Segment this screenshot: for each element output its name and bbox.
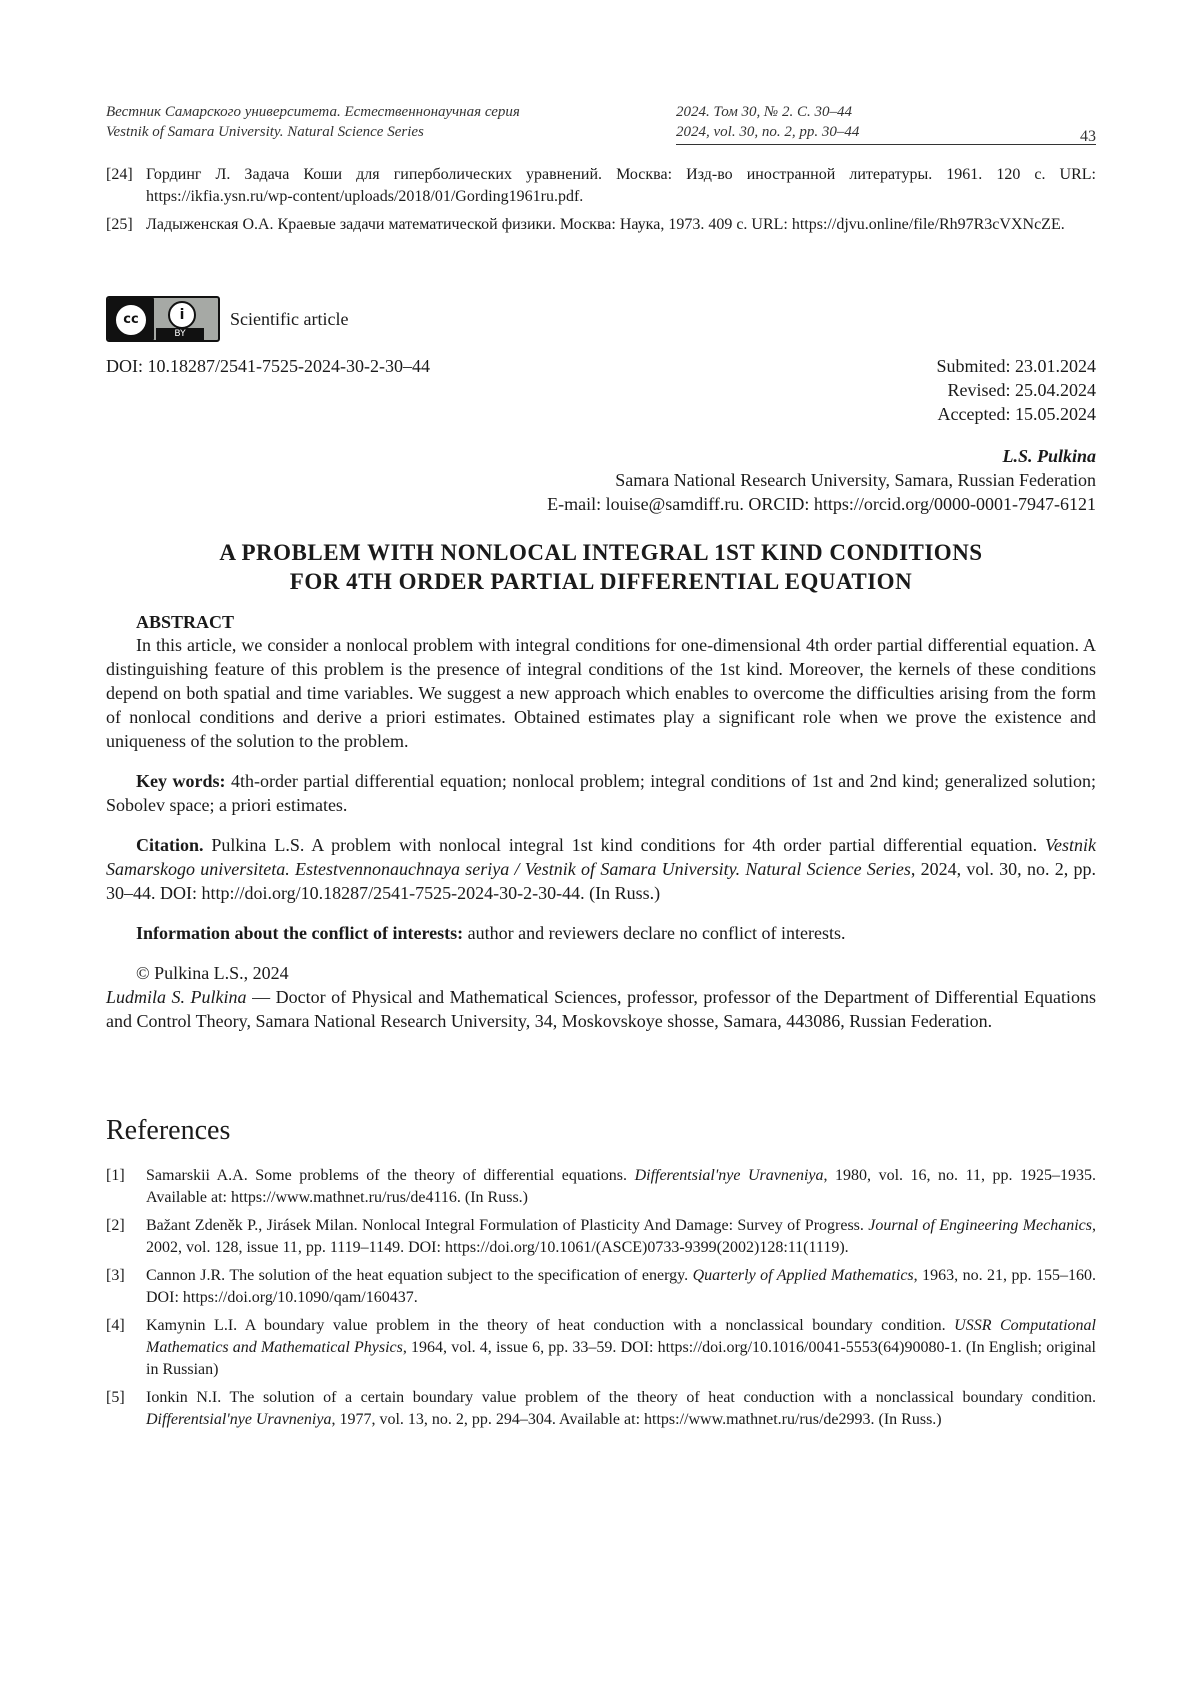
reference-item (106, 1265, 1096, 1309)
citation-text: Pulkina L.S. A problem with nonlocal integral 1st kind conditions for 4th order partial differential equation. (211, 835, 1038, 855)
page-number: 43 (1080, 128, 1096, 145)
keywords-label: Key words: (136, 771, 226, 791)
continued-references (106, 164, 1096, 236)
citation-journal: Vestnik Samarskogo universiteta. Estestvennonauchnaya seriya / Vestnik of Samara University. Natural Science Series (106, 835, 1097, 879)
title-line: A PROBLEM WITH NONLOCAL INTEGRAL 1ST KIND CONDITIONS (219, 540, 983, 565)
revised-date: Revised: 25.04.2024 (947, 380, 1096, 400)
keywords-text: 4th-order partial differential equation; nonlocal problem; integral conditions of 1st and 2nd kind; generalized solution; Sobolev space; a priori estimates. (106, 771, 1096, 815)
citation (106, 833, 1096, 905)
reference-text: Ладыженская О.А. Краевые задачи математической физики. Москва: Наука, 1973. 409 с. URL: https://djvu.online/file/Rh97R3cVXNcZE. (146, 216, 1065, 233)
reference-item (106, 164, 1096, 208)
running-header (106, 100, 1096, 150)
copyright: © Pulkina L.S., 2024 (136, 963, 289, 983)
reference-number: [24] (106, 166, 133, 183)
author-name: L.S. Pulkina (1002, 446, 1096, 466)
issue-info-en: 2024, vol. 30, no. 2, pp. 30–44 (676, 124, 860, 140)
cc-by-license-icon[interactable] (106, 296, 220, 342)
reference-number: [3] (106, 1267, 125, 1284)
journal-title-ru: Вестник Самарского университета. Естественнонаучная серия (106, 104, 520, 120)
reference-number: [5] (106, 1389, 125, 1406)
attribution-icon: i (168, 301, 196, 329)
bio-text: — Doctor of Physical and Mathematical Sciences, professor, professor of the Department of Differential Equations and Control Theory, Samara National Research University, 34, Moskovskoye shosse, Samara, 443086, Russian Federation. (106, 987, 1097, 1031)
author-affiliation: Samara National Research University, Samara, Russian Federation (615, 470, 1096, 490)
author-contact: E-mail: louise@samdiff.ru. ORCID: https://orcid.org/0000-0001-7947-6121 (547, 494, 1096, 514)
by-label: BY (156, 328, 204, 340)
abstract-text: In this article, we consider a nonlocal problem with integral conditions for one-dimensional 4th order partial differential equation. A distinguishing feature of this problem is the presence of integral conditions of the 1st kind. Moreover, the kernels of these conditions depend on both spatial and time variables. We suggest a new approach which enables to overcome the difficulties arising from the form of nonlocal conditions and derive a priori estimates. Obtained estimates play a significant role when we prove the existence and uniqueness of the solution to the problem. (106, 635, 1096, 751)
references-list (106, 1165, 1096, 1431)
title-line: FOR 4TH ORDER PARTIAL DIFFERENTIAL EQUATION (289, 569, 913, 594)
reference-item (106, 1387, 1096, 1431)
reference-number: [1] (106, 1167, 125, 1184)
reference-number: [4] (106, 1317, 125, 1334)
cc-icon: cc (114, 303, 148, 337)
issue-info-ru: 2024. Том 30, № 2. С. 30–44 (676, 104, 852, 120)
bio-name: Ludmila S. Pulkina (106, 987, 247, 1007)
reference-text: Bažant Zdeněk P., Jirásek Milan. Nonlocal Integral Formulation of Plasticity And Damage: Survey of Progress. Journal of Engineering Mechanics, 2002, vol. 128, issue 11, pp. 1119–1149. DOI: https://doi.org/10.1061/(ASCE)0733-9399(2002)128:11(1119). (146, 1217, 1097, 1256)
author-bio (106, 985, 1096, 1033)
reference-text: Ionkin N.I. The solution of a certain boundary value problem of the theory of heat conduction with a nonclassical boundary condition. Differentsial'nye Uravneniya, 1977, vol. 13, no. 2, pp. 294–304. Available at: https://www.mathnet.ru/rus/de2993. (In Russ.) (146, 1389, 1096, 1428)
reference-item (106, 1165, 1096, 1209)
article-title (106, 538, 1096, 596)
paper-page (106, 100, 1096, 1437)
references-heading: References (106, 1115, 231, 1146)
reference-item (106, 1215, 1096, 1259)
reference-item (106, 1315, 1096, 1381)
reference-text: Kamynin L.I. A boundary value problem in the theory of heat conduction with a nonclassical boundary condition. USSR Computational Mathematics and Mathematical Physics, 1964, vol. 4, issue 6, pp. 33–59. DOI: https://doi.org/10.1016/0041-5553(64)90080-1. (In English; original in Russian) (146, 1317, 1097, 1378)
license-row (106, 296, 1096, 342)
conflict-of-interests (106, 921, 1096, 945)
reference-item (106, 214, 1096, 236)
conflict-text: author and reviewers declare no conflict of interests. (467, 923, 846, 943)
journal-title-en: Vestnik of Samara University. Natural Science Series (106, 124, 424, 140)
reference-number: [25] (106, 216, 133, 233)
citation-details: , 2024, vol. 30, no. 2, pp. 30–44. DOI: http://doi.org/10.18287/2541-7525-2024-30-2-30-44. (In Russ.) (106, 859, 1096, 903)
reference-text: Cannon J.R. The solution of the heat equation subject to the specification of energy. Quarterly of Applied Mathematics, 1963, no. 21, pp. 155–160. DOI: https://doi.org/10.1090/qam/160437. (146, 1267, 1096, 1306)
citation-label: Citation. (136, 835, 204, 855)
accepted-date: Accepted: 15.05.2024 (937, 404, 1096, 424)
reference-text: Samarskii A.A. Some problems of the theory of differential equations. Differentsial'nye Uravneniya, 1980, vol. 16, no. 11, pp. 1925–1935. Available at: https://www.mathnet.ru/rus/de4116. (In Russ.) (146, 1167, 1096, 1206)
abstract-heading: ABSTRACT (136, 612, 235, 632)
conflict-label: Information about the conflict of interests: (136, 923, 464, 943)
reference-text: Гординг Л. Задача Коши для гиперболических уравнений. Москва: Изд-во иностранной литературы. 1961. 120 с. URL: https://ikfia.ysn.ru/wp-content/uploads/2018/01/Gording1961ru.pdf. (146, 166, 1096, 205)
article-type: Scientific article (230, 308, 349, 329)
keywords (106, 769, 1096, 817)
header-rule (676, 144, 1096, 145)
submitted-date: Submited: 23.01.2024 (936, 356, 1096, 376)
author-block (106, 444, 1096, 516)
article-meta (106, 354, 1096, 434)
article-dates (936, 354, 1096, 426)
reference-number: [2] (106, 1217, 125, 1234)
doi: DOI: 10.18287/2541-7525-2024-30-2-30–44 (106, 356, 430, 376)
